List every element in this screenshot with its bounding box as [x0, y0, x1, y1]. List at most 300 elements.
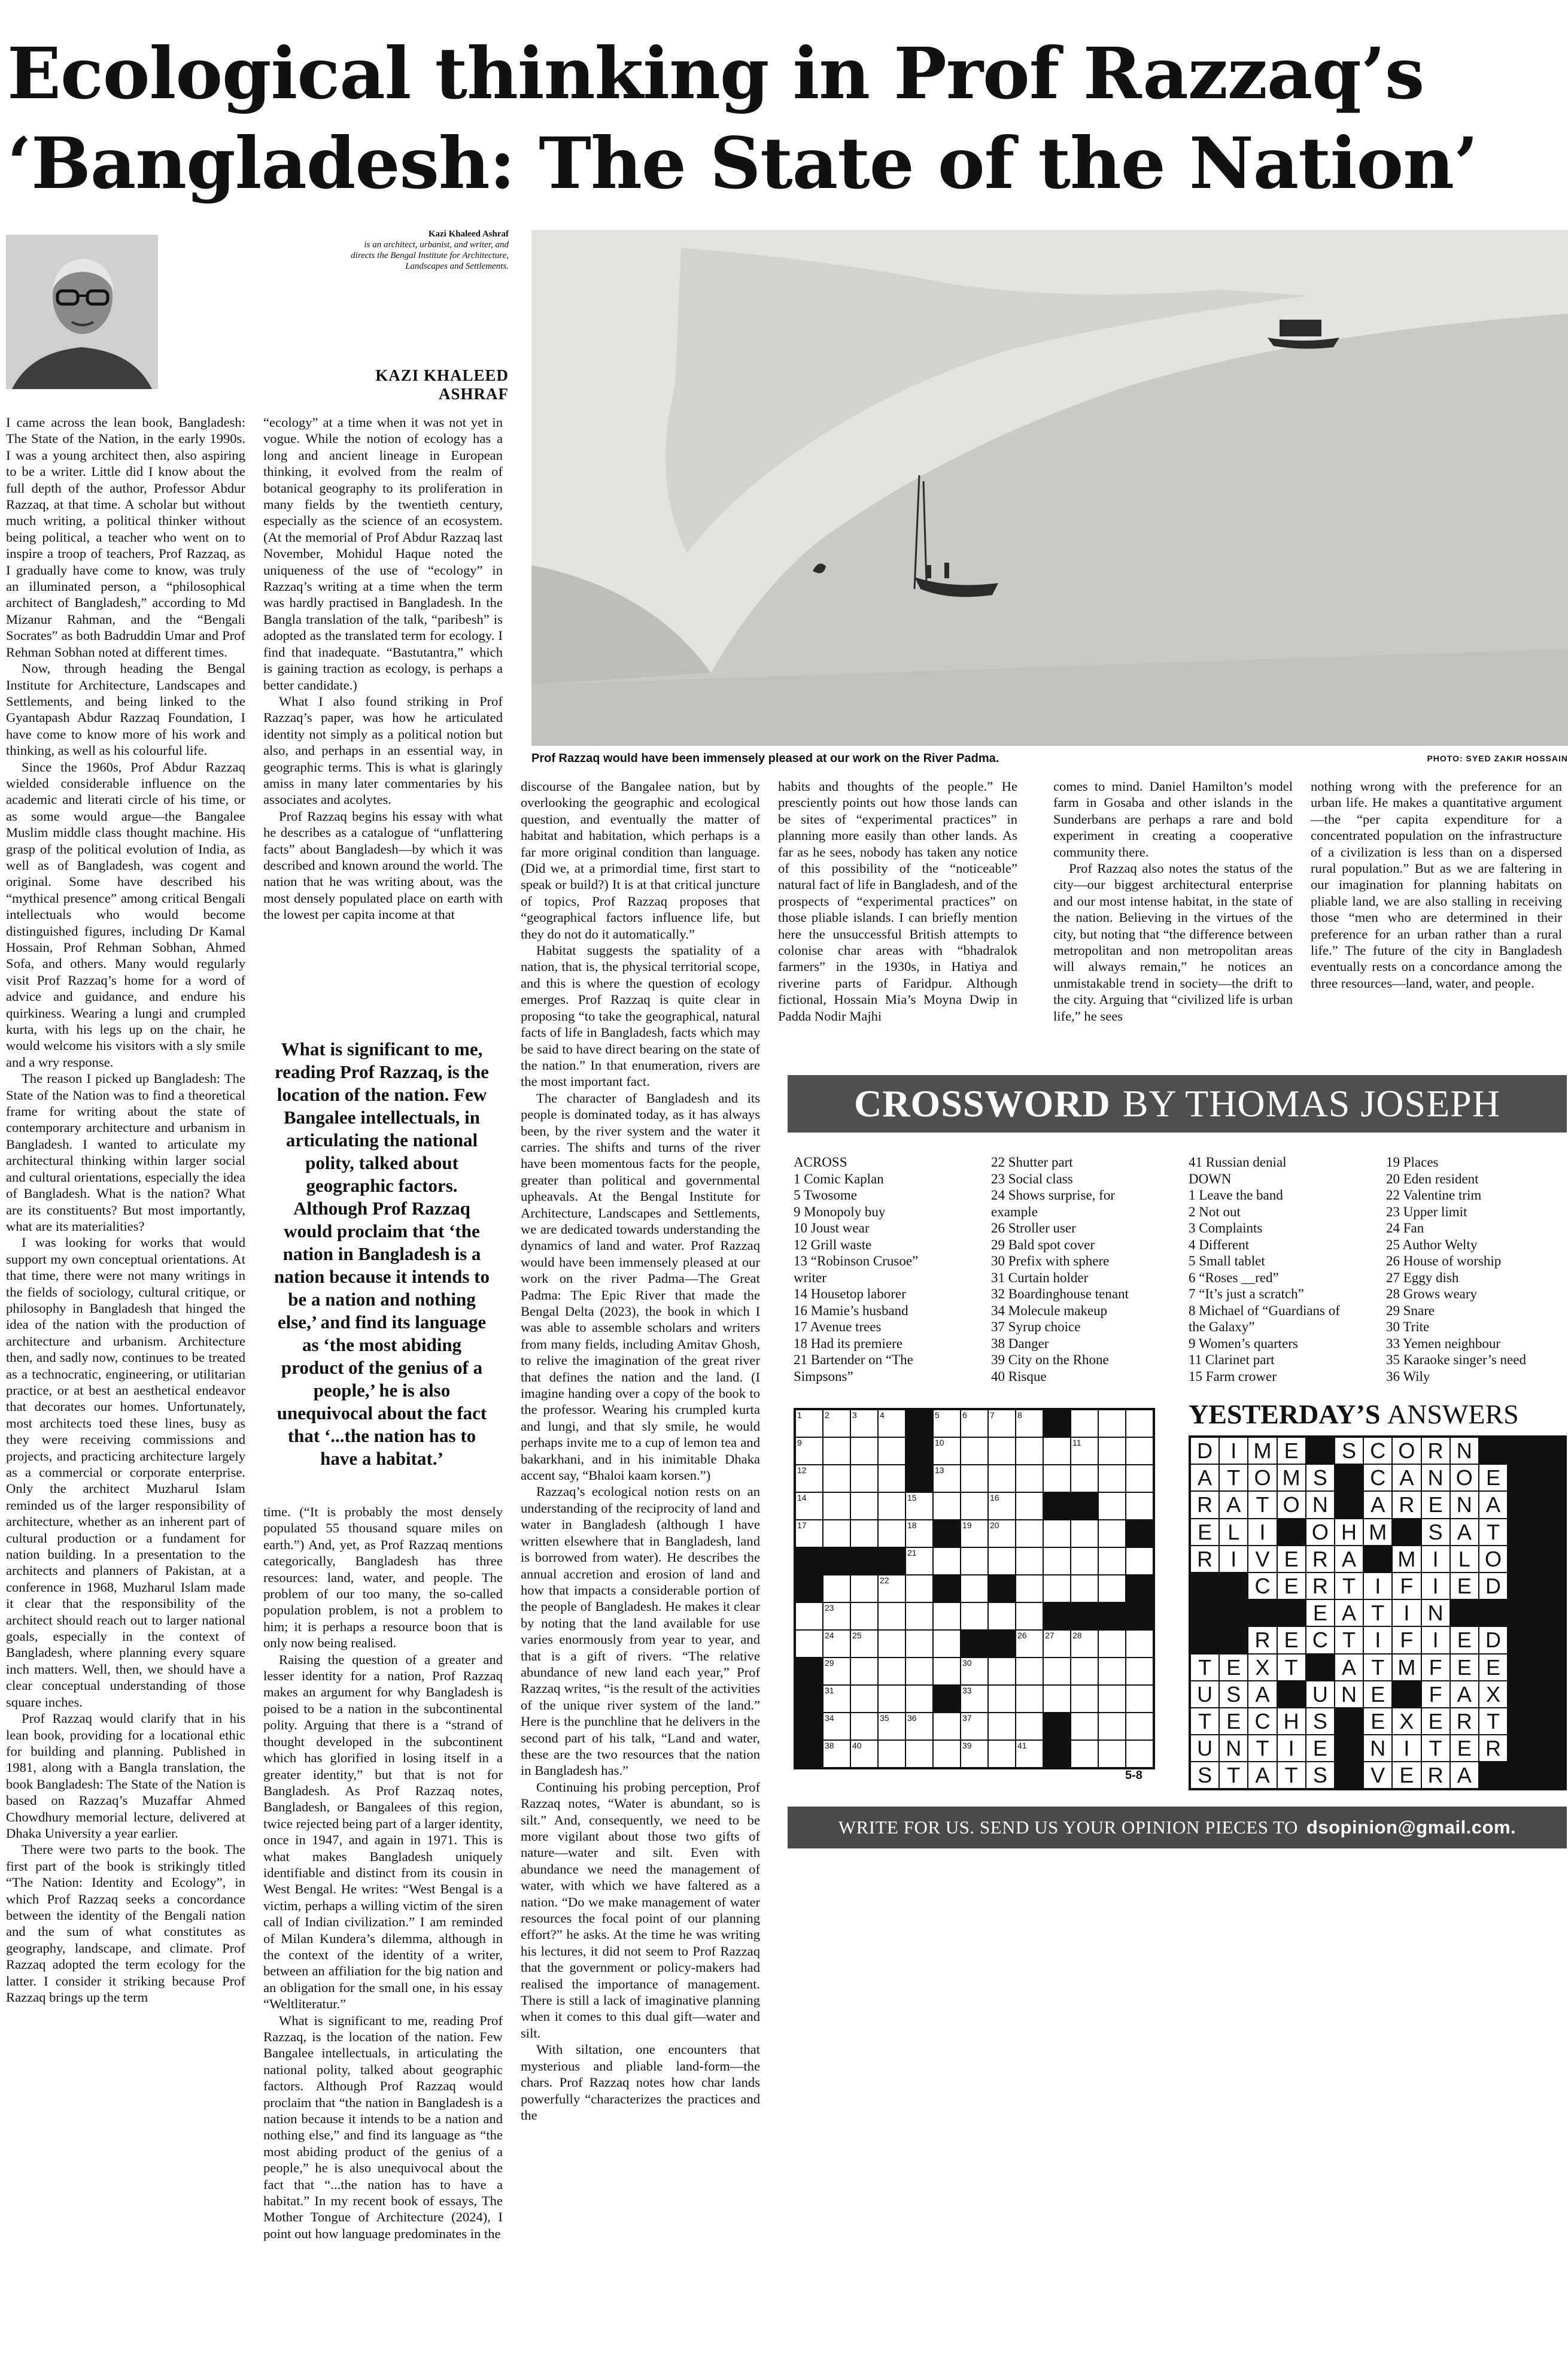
yesterdays-answers-title-light: ANSWERS — [1387, 1399, 1519, 1429]
crossword-cell[interactable] — [878, 1657, 905, 1685]
crossword-cell[interactable] — [961, 1492, 988, 1520]
clue-line: 8 Michael of “Guardians of — [1189, 1303, 1340, 1318]
crossword-cell[interactable] — [1071, 1575, 1098, 1602]
crossword-cell[interactable] — [1126, 1685, 1153, 1713]
crossword-cell[interactable] — [1016, 1465, 1043, 1492]
crossword-cell[interactable] — [823, 1520, 850, 1547]
crossword-cell[interactable] — [1043, 1657, 1071, 1685]
headline-line-2: ‘Bangladesh: The State of the Nation’ — [7, 122, 1478, 205]
crossword-cell[interactable] — [823, 1602, 850, 1630]
article-column-4 — [778, 778, 1017, 1054]
crossword-cell[interactable] — [850, 1602, 878, 1630]
crossword-block — [1043, 1740, 1071, 1768]
crossword-cell[interactable] — [1016, 1492, 1043, 1520]
answer-block — [1508, 1626, 1536, 1653]
yesterdays-answers-title-bold: YESTERDAY’S — [1189, 1399, 1381, 1429]
opinion-email-link[interactable]: dsopinion@gmail.com. — [1306, 1817, 1517, 1838]
cell-number: 28 — [1072, 1631, 1082, 1640]
crossword-cell[interactable] — [905, 1492, 933, 1520]
answer-cell: E — [1219, 1708, 1248, 1735]
crossword-cell[interactable] — [823, 1713, 850, 1740]
crossword-cell[interactable] — [878, 1520, 905, 1547]
crossword-cell[interactable] — [1098, 1575, 1126, 1602]
answer-cell: N — [1219, 1735, 1248, 1762]
clue-line: Simpsons” — [794, 1368, 853, 1384]
crossword-cell[interactable] — [795, 1410, 823, 1437]
crossword-cell[interactable] — [961, 1410, 988, 1437]
answer-cell: E — [1450, 1626, 1479, 1653]
crossword-cell[interactable] — [1098, 1547, 1126, 1575]
answer-cell: C — [1248, 1708, 1277, 1735]
answer-cell: E — [1450, 1735, 1479, 1762]
clue-line: 9 Monopoly buy — [794, 1204, 886, 1219]
crossword-cell[interactable] — [795, 1492, 823, 1520]
crossword-cell[interactable] — [1071, 1437, 1098, 1465]
crossword-cell[interactable] — [961, 1437, 988, 1465]
cell-number: 12 — [797, 1465, 807, 1475]
answer-cell: E — [1306, 1735, 1335, 1762]
answer-cell: I — [1392, 1599, 1421, 1626]
crossword-cell[interactable] — [878, 1575, 905, 1602]
clue-line: 40 Risque — [991, 1368, 1047, 1384]
crossword-cell[interactable] — [988, 1657, 1016, 1685]
answer-cell: I — [1248, 1519, 1277, 1546]
answer-cell: I — [1277, 1735, 1306, 1762]
crossword-cell[interactable] — [1098, 1465, 1126, 1492]
answer-block — [1335, 1735, 1363, 1762]
crossword-cell[interactable] — [1098, 1520, 1126, 1547]
answer-cell: O — [1248, 1464, 1277, 1491]
clues-column-3 — [1189, 1154, 1362, 1385]
crossword-cell[interactable] — [1098, 1685, 1126, 1713]
clue-line: 25 Author Welty — [1386, 1237, 1478, 1252]
crossword-author: BY THOMAS JOSEPH — [1122, 1082, 1500, 1125]
crossword-cell[interactable] — [988, 1547, 1016, 1575]
crossword-cell[interactable] — [878, 1437, 905, 1465]
answer-block — [1335, 1464, 1363, 1491]
crossword-cell[interactable] — [1071, 1630, 1098, 1657]
answer-block — [1306, 1654, 1335, 1681]
answer-block — [1536, 1491, 1565, 1518]
answer-cell: A — [1335, 1546, 1363, 1572]
crossword-cell[interactable] — [1016, 1575, 1043, 1602]
clue-line: 26 Stroller user — [991, 1221, 1076, 1235]
crossword-cell[interactable] — [933, 1713, 961, 1740]
crossword-cell[interactable] — [933, 1410, 961, 1437]
crossword-cell[interactable] — [1071, 1685, 1098, 1713]
crossword-cell[interactable] — [1016, 1740, 1043, 1768]
answer-block — [1536, 1519, 1565, 1546]
answer-block — [1190, 1572, 1219, 1599]
crossword-cell[interactable] — [905, 1713, 933, 1740]
crossword-cell[interactable] — [1043, 1630, 1071, 1657]
answer-cell: R — [1248, 1626, 1277, 1653]
crossword-cell[interactable] — [1016, 1657, 1043, 1685]
answer-block — [1508, 1546, 1536, 1572]
clue-line: 34 Molecule makeup — [991, 1303, 1108, 1318]
answer-block — [1190, 1599, 1219, 1626]
answer-cell: E — [1219, 1654, 1248, 1681]
crossword-cell[interactable] — [878, 1465, 905, 1492]
crossword-cell[interactable] — [1098, 1713, 1126, 1740]
crossword-cell[interactable] — [823, 1437, 850, 1465]
crossword-cell[interactable] — [850, 1437, 878, 1465]
answer-cell: S — [1306, 1464, 1335, 1491]
clue-line: 6 “Roses __red” — [1189, 1270, 1279, 1285]
answer-block — [1277, 1519, 1306, 1546]
clue-line: 4 Different — [1189, 1237, 1250, 1252]
crossword-cell[interactable] — [961, 1575, 988, 1602]
crossword-cell[interactable] — [1043, 1685, 1071, 1713]
crossword-cell[interactable] — [850, 1465, 878, 1492]
crossword-cell[interactable] — [1071, 1410, 1098, 1437]
crossword-block — [1126, 1520, 1153, 1547]
clues-column-1 — [794, 1154, 943, 1385]
answer-block — [1536, 1546, 1565, 1572]
answer-cell: D — [1479, 1572, 1508, 1599]
crossword-cell[interactable] — [1071, 1520, 1098, 1547]
clue-line: 27 Eggy dish — [1386, 1270, 1459, 1285]
crossword-cell[interactable] — [823, 1740, 850, 1768]
crossword-cell[interactable] — [1126, 1657, 1153, 1685]
crossword-block — [1098, 1602, 1126, 1630]
crossword-cell[interactable] — [878, 1492, 905, 1520]
crossword-cell[interactable] — [850, 1630, 878, 1657]
crossword-cell[interactable] — [795, 1602, 823, 1630]
answer-cell: C — [1363, 1437, 1392, 1464]
crossword-block — [795, 1657, 823, 1685]
answer-block — [1335, 1708, 1363, 1735]
crossword-cell[interactable] — [933, 1630, 961, 1657]
crossword-cell[interactable] — [1043, 1465, 1071, 1492]
cell-number: 2 — [825, 1410, 829, 1420]
crossword-cell[interactable] — [988, 1520, 1016, 1547]
crossword-cell[interactable] — [905, 1740, 933, 1768]
crossword-cell[interactable] — [1043, 1520, 1071, 1547]
paragraph: Prof Razzaq would clarify that in his lean book, providing for a locational ethic for building and planning. Published in 1981, along with a Bangla translation, the book Bangladesh: The State of the Nation is based on Razzaq’s Muzaffar Ahmed Chowdhury memorial lecture, delivered at Dhaka University a year earlier. — [6, 1711, 245, 1841]
answer-cell: C — [1306, 1626, 1335, 1653]
crossword-cell[interactable] — [1126, 1547, 1153, 1575]
crossword-cell[interactable] — [905, 1602, 933, 1630]
answer-cell: E — [1479, 1464, 1508, 1491]
answer-block — [1335, 1491, 1363, 1518]
answer-cell: R — [1421, 1437, 1450, 1464]
crossword-block — [795, 1685, 823, 1713]
cell-number: 39 — [962, 1741, 972, 1750]
crossword-cell[interactable] — [988, 1602, 1016, 1630]
crossword-cell[interactable] — [961, 1685, 988, 1713]
answer-cell: O — [1306, 1519, 1335, 1546]
crossword-cell[interactable] — [1071, 1465, 1098, 1492]
cell-number: 7 — [990, 1410, 995, 1420]
crossword-cell[interactable] — [1043, 1547, 1071, 1575]
crossword-cell[interactable] — [850, 1657, 878, 1685]
answer-cell: A — [1335, 1654, 1363, 1681]
answer-cell: A — [1335, 1599, 1363, 1626]
crossword-cell[interactable] — [905, 1657, 933, 1685]
answer-cell: X — [1479, 1681, 1508, 1708]
crossword-grid[interactable] — [794, 1408, 1155, 1769]
crossword-cell[interactable] — [905, 1520, 933, 1547]
paragraph: discourse of the Bangalee nation, but by overlooking the geographic and ecological question, and eventually the matter of habitat and habitation, which perhaps is a far more original condition than language. (Did we, at a primordial time, first start to speak or build?) It is at that critical juncture of topics, Prof Razzaq proposes that “geographical factors influence life, but they do not do it automatically.” — [521, 779, 760, 942]
crossword-cell[interactable] — [961, 1465, 988, 1492]
crossword-cell[interactable] — [1016, 1410, 1043, 1437]
clue-line: 18 Had its premiere — [794, 1335, 903, 1351]
answer-block — [1450, 1599, 1479, 1626]
answer-cell: T — [1479, 1708, 1508, 1735]
crossword-cell[interactable] — [823, 1492, 850, 1520]
crossword-cell[interactable] — [1098, 1740, 1126, 1768]
clue-line: 26 House of worship — [1386, 1253, 1502, 1268]
crossword-cell[interactable] — [1016, 1602, 1043, 1630]
crossword-cell[interactable] — [933, 1740, 961, 1768]
answer-cell: N — [1306, 1491, 1335, 1518]
crossword-cell[interactable] — [961, 1740, 988, 1768]
crossword-cell[interactable] — [988, 1740, 1016, 1768]
crossword-cell[interactable] — [1071, 1657, 1098, 1685]
crossword-block — [1043, 1492, 1071, 1520]
crossword-cell[interactable] — [1043, 1437, 1071, 1465]
clue-line: 37 Syrup choice — [991, 1319, 1081, 1334]
answer-cell: H — [1335, 1519, 1363, 1546]
clue-line: 19 Places — [1386, 1155, 1439, 1170]
cell-number: 6 — [962, 1410, 967, 1420]
answer-block — [1508, 1572, 1536, 1599]
crossword-cell[interactable] — [933, 1492, 961, 1520]
clue-line: 38 Danger — [991, 1335, 1049, 1351]
answer-cell: I — [1421, 1546, 1450, 1572]
answer-cell: T — [1335, 1572, 1363, 1599]
answer-cell: R — [1306, 1572, 1335, 1599]
crossword-block — [988, 1575, 1016, 1602]
crossword-cell[interactable] — [823, 1657, 850, 1685]
paragraph: I was looking for works that would support my own conceptual orientations. At that time, there were not many writings in the fields of sociology, cultural critique, or philosophy in Bangladesh that hinged the idea of the nation with the production of architecture and urbanism. Architecture then, and sadly now, continues to be treated as a technocratic, engineering, or utilitarian practice, or at best an aesthetical endeavor that decorates our homes. Unfortunately, most architects toed these lines, busy as they were receiving commissions and projects, and practicing architecture largely as a commercial or corporate enterprise. Only the architect Muzharul Islam reminded us of the larger responsibility of architecture, whether as an inherent part of cultural production or a fundament for nation building. In a presentation to the architects and planners of Pakistan, at a conference in 1968, Muzharul Islam made it clear that the responsibility of the architect should reach out to larger national goals, especially in the context of Bangladesh, where planning every square inch matters. Well, then, we should have a clear conceptual understanding of those square inches. — [6, 1235, 245, 1710]
crossword-cell[interactable] — [961, 1602, 988, 1630]
answer-cell: F — [1421, 1681, 1450, 1708]
clue-line: 12 Grill waste — [794, 1237, 872, 1252]
crossword-cell[interactable] — [988, 1437, 1016, 1465]
crossword-cell[interactable] — [878, 1602, 905, 1630]
clue-line: 31 Curtain holder — [991, 1270, 1089, 1285]
crossword-cell[interactable] — [823, 1630, 850, 1657]
crossword-cell[interactable] — [1071, 1547, 1098, 1575]
cell-number: 10 — [935, 1438, 944, 1447]
answer-cell: N — [1421, 1464, 1450, 1491]
paragraph: habits and thoughts of the people.” He presciently points out how those lands can be sites of “experimental practices” in planning more easily than other lands. As far as he sees, nobody has taken any notice of this possibility of the “noticeable” natural fact of life in Bangladesh, and of the prospects of “experimental practices” on those pliable islands. I can briefly mention here the unsuccessful British attempts to colonise char areas with “bhadralok farmers” in the 1930s, in Hatiya and riverine parts of Faridpur. Although fictional, Hossain Mia’s Moyna Dwip in Padda Nodir Majhi — [778, 779, 1017, 1024]
answer-cell: A — [1392, 1464, 1421, 1491]
answer-cell: R — [1190, 1546, 1219, 1572]
paragraph: There were two parts to the book. The first part of the book is strikingly titled “The Nation: Identity and Ecology”, in which Prof Razzaq seeks a concordance between the identity of the Bengali nation and the sum of what constitutes as geography, landscape, and climate. Prof Razzaq adopted the term ecology for the latter. I consider it striking because Prof Razzaq brings up the term — [6, 1842, 245, 2005]
answer-cell: E — [1363, 1681, 1392, 1708]
paragraph: Habitat suggests the spatiality of a nation, that is, the physical territorial scope, and this is where the question of ecology emerges. Prof Razzaq is quite clear in proposing “to take the geographical, natural facts of life in Bangladesh, facts which may be said to have direct bearing on the state of the nation.” In that enumeration, rivers are the most important fact. — [521, 943, 760, 1089]
paragraph: Prof Razzaq also notes the status of the city—our biggest architectural enterprise and our most intense habitat, in the state of the nation. Believing in the virtues of the city, but noting that “the difference between metropolitan and non metropolitan areas will always remain,” he notices an unmistakable trend in society—the drift to the city. Arguing that “civilized life is urban life,” he sees — [1053, 861, 1293, 1024]
answer-cell: S — [1421, 1519, 1450, 1546]
paragraph: What is significant to me, reading Prof Razzaq, is the location of the nation. Few Bangalee intellectuals, in articulating the national polity, talked about geographic factors. Although Prof Razzaq would proclaim that “the nation in Bangladesh is a nation because it intends to be a nation and nothing else,” and find its language as “the most abiding product of the genius of a people,” he is also unequivocal about the fact that “...the nation has to have a habitat.” In my recent book of essays, The Mother Tongue of Architecture (2024), I point out how language predominates in the — [263, 2012, 503, 2241]
crossword-block — [988, 1630, 1016, 1657]
crossword-cell[interactable] — [1016, 1437, 1043, 1465]
crossword-block — [1043, 1713, 1071, 1740]
answer-cell: I — [1421, 1626, 1450, 1653]
crossword-cell[interactable] — [1098, 1657, 1126, 1685]
paragraph: Prof Razzaq begins his essay with what he describes as a catalogue of “unflattering facts” about Bangladesh—by which it was described and known around the world. The nation that he was writing about, was the most densely populated place on earth with the lowest per capita income at that — [263, 808, 503, 922]
crossword-cell[interactable] — [1098, 1630, 1126, 1657]
crossword-cell[interactable] — [878, 1740, 905, 1768]
crossword-cell[interactable] — [1071, 1713, 1098, 1740]
crossword-cell[interactable] — [961, 1520, 988, 1547]
crossword-cell[interactable] — [933, 1602, 961, 1630]
cell-number: 4 — [880, 1410, 885, 1420]
answer-cell: E — [1392, 1762, 1421, 1789]
crossword-cell[interactable] — [988, 1410, 1016, 1437]
crossword-block — [1126, 1575, 1153, 1602]
answer-cell: U — [1306, 1681, 1335, 1708]
crossword-cell[interactable] — [1016, 1713, 1043, 1740]
crossword-cell[interactable] — [795, 1520, 823, 1547]
clue-line: 1 Comic Kaplan — [794, 1171, 884, 1186]
crossword-cell[interactable] — [823, 1465, 850, 1492]
crossword-cell[interactable] — [1016, 1630, 1043, 1657]
answer-cell: T — [1335, 1626, 1363, 1653]
clue-line: 15 Farm crower — [1189, 1368, 1277, 1384]
crossword-block — [795, 1575, 823, 1602]
crossword-cell[interactable] — [823, 1685, 850, 1713]
crossword-cell[interactable] — [850, 1685, 878, 1713]
crossword-cell[interactable] — [850, 1492, 878, 1520]
crossword-cell[interactable] — [988, 1685, 1016, 1713]
crossword-cell[interactable] — [1016, 1520, 1043, 1547]
crossword-cell[interactable] — [1016, 1685, 1043, 1713]
cell-number: 20 — [990, 1520, 999, 1530]
answer-cell: S — [1306, 1708, 1335, 1735]
answer-cell: T — [1219, 1762, 1248, 1789]
crossword-cell[interactable] — [850, 1713, 878, 1740]
crossword-cell[interactable] — [823, 1410, 850, 1437]
answer-cell: V — [1363, 1762, 1392, 1789]
crossword-cell[interactable] — [1126, 1437, 1153, 1465]
cell-number: 15 — [907, 1493, 917, 1502]
crossword-cell[interactable] — [878, 1410, 905, 1437]
crossword-cell[interactable] — [823, 1575, 850, 1602]
cell-number: 24 — [825, 1631, 834, 1640]
cell-number: 11 — [1072, 1438, 1081, 1447]
crossword-cell[interactable] — [1071, 1740, 1098, 1768]
clue-line: 20 Eden resident — [1386, 1171, 1479, 1186]
crossword-cell[interactable] — [961, 1547, 988, 1575]
answer-block — [1392, 1519, 1421, 1546]
answer-cell: T — [1248, 1491, 1277, 1518]
crossword-cell[interactable] — [933, 1465, 961, 1492]
crossword-cell[interactable] — [1126, 1630, 1153, 1657]
crossword-cell[interactable] — [878, 1630, 905, 1657]
article-column-2-top — [263, 414, 503, 1019]
crossword-cell[interactable] — [905, 1547, 933, 1575]
crossword-cell[interactable] — [933, 1547, 961, 1575]
crossword-cell[interactable] — [961, 1713, 988, 1740]
crossword-cell[interactable] — [1126, 1492, 1153, 1520]
crossword-cell[interactable] — [1126, 1740, 1153, 1768]
answer-cell: E — [1421, 1708, 1450, 1735]
paragraph: The reason I picked up Bangladesh: The State of the Nation was to find a theoretical frame for writing about the state of contemporary architecture and urbanism in Bangladesh. I wanted to articulate my architectural thinking within larger social and cultural orientations, especially the idea of Bangladesh. What is the nation? What are its constituents? But most importantly, what are its materialities? — [6, 1071, 245, 1234]
crossword-cell[interactable] — [878, 1713, 905, 1740]
crossword-cell[interactable] — [795, 1465, 823, 1492]
crossword-cell[interactable] — [1043, 1575, 1071, 1602]
cell-number: 22 — [880, 1575, 889, 1585]
crossword-cell[interactable] — [1126, 1410, 1153, 1437]
answer-cell: T — [1363, 1654, 1392, 1681]
crossword-cell[interactable] — [988, 1492, 1016, 1520]
crossword-cell[interactable] — [1016, 1547, 1043, 1575]
answer-cell: C — [1248, 1572, 1277, 1599]
answer-cell: E — [1450, 1572, 1479, 1599]
crossword-cell[interactable] — [961, 1657, 988, 1685]
paragraph: nothing wrong with the preference for an urban life. He makes a quantitative argument—the “per capita expenditure for a concentrated population on the infrastructure of a civilization is less than on a dispersed rural population.” But as we are faltering in our imagination for planning habitats on pliable land, we are also stalling in receiving those “men who are determined in their preference for an urban rather than a rural life.” The future of the city in Bangladesh eventually rests on a concordance among the three resources—land, water, and people. — [1311, 779, 1562, 991]
answer-block — [1536, 1762, 1565, 1789]
crossword-cell[interactable] — [850, 1520, 878, 1547]
crossword-block — [1071, 1602, 1098, 1630]
answer-block — [1508, 1437, 1536, 1464]
answer-cell: A — [1248, 1762, 1277, 1789]
answer-block — [1508, 1681, 1536, 1708]
crossword-header — [788, 1075, 1567, 1133]
answer-cell: D — [1479, 1626, 1508, 1653]
answer-cell: M — [1277, 1464, 1306, 1491]
answer-block — [1392, 1681, 1421, 1708]
crossword-cell[interactable] — [850, 1740, 878, 1768]
crossword-cell[interactable] — [1098, 1437, 1126, 1465]
crossword-block — [850, 1547, 878, 1575]
answer-cell: O — [1450, 1464, 1479, 1491]
clue-line: ACROSS — [794, 1155, 847, 1170]
answer-cell: R — [1479, 1735, 1508, 1762]
crossword-cell[interactable] — [933, 1437, 961, 1465]
paragraph: With siltation, one encounters that mysterious and pliable land-form—the chars. Prof Razzaq notes how char lands powerfully “characterizes the practices and the — [521, 2042, 760, 2123]
answer-cell: R — [1421, 1762, 1450, 1789]
crossword-cell[interactable] — [850, 1410, 878, 1437]
crossword-block — [795, 1713, 823, 1740]
crossword-cell[interactable] — [795, 1437, 823, 1465]
article-column-2-bottom — [263, 1504, 503, 2372]
crossword-cell[interactable] — [1126, 1713, 1153, 1740]
answer-cell: E — [1190, 1519, 1219, 1546]
crossword-cell[interactable] — [1098, 1492, 1126, 1520]
crossword-cell[interactable] — [878, 1685, 905, 1713]
crossword-cell[interactable] — [988, 1465, 1016, 1492]
crossword-cell[interactable] — [1126, 1465, 1153, 1492]
answer-cell: D — [1190, 1437, 1219, 1464]
clue-line: writer — [794, 1270, 826, 1285]
crossword-cell[interactable] — [905, 1575, 933, 1602]
crossword-cell[interactable] — [988, 1713, 1016, 1740]
answer-cell: T — [1421, 1735, 1450, 1762]
crossword-cell[interactable] — [1098, 1410, 1126, 1437]
crossword-cell[interactable] — [905, 1630, 933, 1657]
clue-line: 24 Shows surprise, for — [991, 1188, 1115, 1203]
crossword-cell[interactable] — [905, 1685, 933, 1713]
clue-line: 1 Leave the band — [1189, 1188, 1283, 1203]
paragraph: I came across the lean book, Bangladesh: The State of the Nation, in the early 1990s. I was a young architect then, also aspiring to be a writer. Little did I know about the full depth of the author, Professor Abdur Razzaq, at that time. A scholar but without much writing, a political thinker without being political, a teacher who went on to inspire a troop of teachers, Prof Razzaq, as I gradually have come to know, was truly an illuminated person, a “philosophical architect of Bangladesh,” according to Md Mizanur Rahman, and the “Bengali Socrates” as both Badruddin Umar and Prof Rehman Sobhan noted at different times. — [6, 415, 245, 660]
answer-cell: R — [1450, 1708, 1479, 1735]
answer-cell: T — [1248, 1735, 1277, 1762]
crossword-cell[interactable] — [795, 1630, 823, 1657]
crossword-cell[interactable] — [933, 1657, 961, 1685]
answer-cell: A — [1479, 1491, 1508, 1518]
cell-number: 30 — [962, 1658, 972, 1668]
answer-block — [1508, 1762, 1536, 1789]
clue-line: 5 Twosome — [794, 1188, 857, 1203]
crossword-cell[interactable] — [850, 1575, 878, 1602]
clue-line: 30 Prefix with sphere — [991, 1253, 1110, 1268]
answer-block — [1248, 1599, 1277, 1626]
